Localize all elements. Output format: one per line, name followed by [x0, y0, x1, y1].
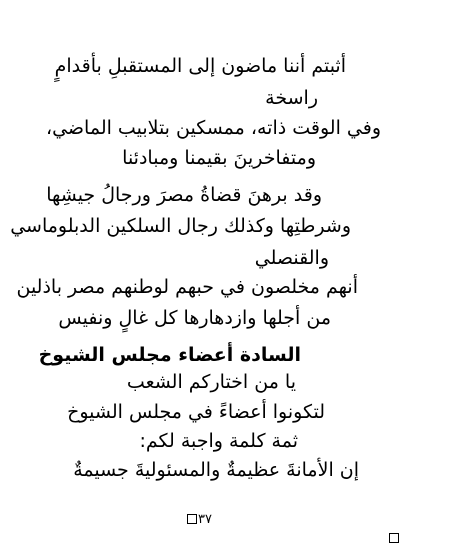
- section-heading: السادة أعضاء مجلس الشيوخ: [38, 344, 301, 366]
- text-line: ومتفاخرينَ بقيمنا ومبادئنا: [122, 147, 316, 169]
- text-line: راسخة: [265, 87, 318, 109]
- page-number-text: ٣٧: [198, 512, 212, 527]
- page-number-box-icon: [187, 514, 197, 524]
- text-line: من أجلها وازدهارها كل غالٍ ونفيس: [58, 307, 331, 329]
- page-number: [187, 512, 212, 528]
- text-line: إن الأمانةَ عظيمةٌ والمسئوليةَ جسيمةٌ: [73, 459, 359, 481]
- text-line: وشرطتِها وكذلك رجال السلكين الدبلوماسي: [10, 215, 351, 237]
- text-line: أنهم مخلصون في حبهم لوطنهم مصر باذلين: [16, 276, 358, 298]
- text-line: والقنصلي: [254, 247, 329, 269]
- corner-box-icon: [389, 533, 399, 543]
- text-line: يا من اختاركم الشعب: [126, 371, 296, 393]
- text-line: وقد برهنَ قضاةُ مصرَ ورجالُ جيشِها: [46, 184, 322, 206]
- text-line: لتكونوا أعضاءً في مجلس الشيوخ: [67, 401, 325, 423]
- text-line: ثمة كلمة واجبة لكم:: [139, 430, 298, 452]
- text-line: أثبتم أننا ماضون إلى المستقبلِ بأقدامٍ: [54, 55, 346, 77]
- text-line: وفي الوقت ذاته، ممسكين بتلابيب الماضي،: [45, 117, 381, 139]
